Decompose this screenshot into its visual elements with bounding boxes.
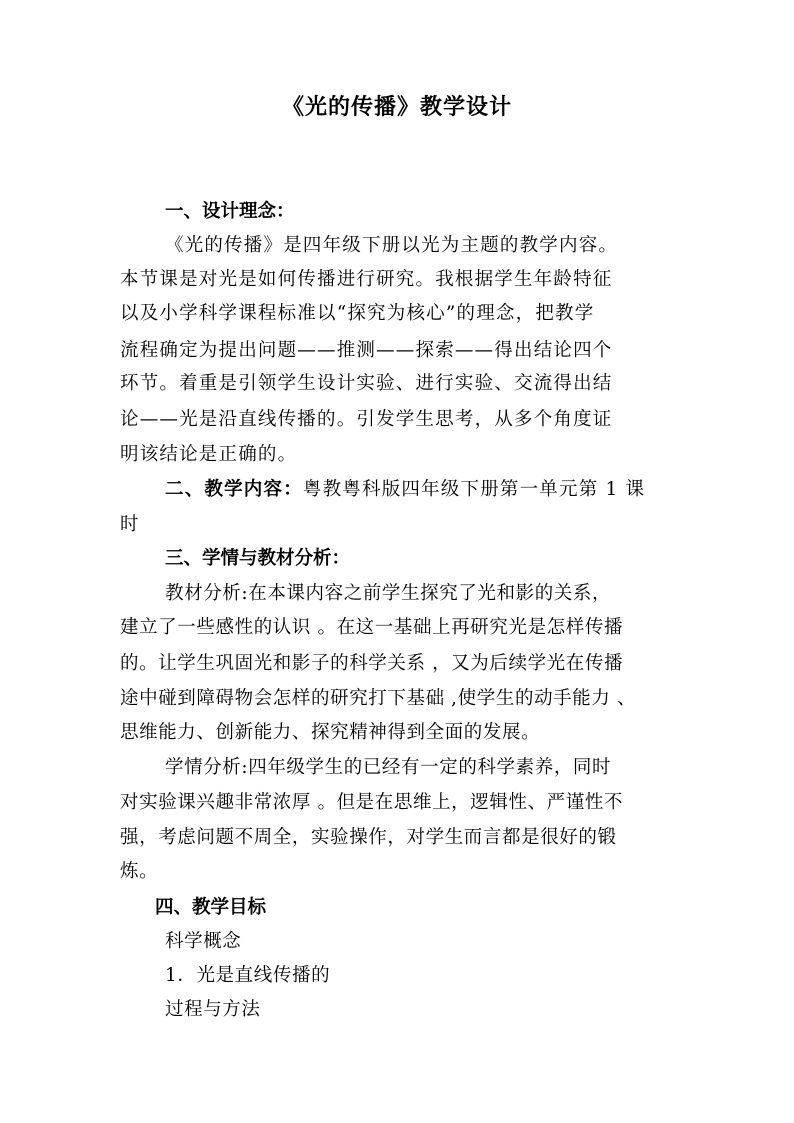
section-heading-teaching-content: 二、教学内容： — [165, 479, 303, 500]
paragraph-line: 流程确定为提出问题——推测——探索——得出结论四个 — [120, 340, 613, 361]
paragraph-line: 学情分析:四年级学生的已经有一定的科学素养，同时 — [165, 757, 612, 778]
paragraph-line: 本节课是对光是如何传播进行研究。我根据学生年龄特征 — [120, 269, 613, 290]
paragraph-line: 论——光是沿直线传播的。引发学生思考，从多个角度证 — [120, 409, 613, 430]
paragraph-line: 建立了一些感性的认识 。在这一基础上再研究光是怎样传播 — [120, 617, 624, 638]
paragraph-line: 对实验课兴趣非常浓厚 。但是在思维上，逻辑性、严谨性不 — [120, 792, 624, 813]
section-line-teaching-content — [165, 478, 645, 502]
section-heading-objectives: 四、教学目标 — [155, 897, 267, 918]
teaching-content-text: 粤教粤科版四年级下册第一单元第 1 课 — [302, 479, 646, 500]
paragraph-line: 强，考虑问题不周全，实验操作，对学生而言都是很好的锻 — [120, 827, 617, 848]
paragraph-line: 明该结论是正确的。 — [120, 444, 298, 465]
subheading-process-method: 过程与方法 — [165, 999, 261, 1020]
section-heading-design-concept: 一、设计理念： — [165, 201, 295, 222]
paragraph-line: 教材分析:在本课内容之前学生探究了光和影的关系， — [165, 583, 612, 604]
paragraph-line: 以及小学科学课程标准以“探究为核心”的理念，把教学 — [120, 303, 595, 324]
paragraph-line: 炼。 — [120, 861, 159, 882]
paragraph-line: 环节。着重是引领学生设计实验、进行实验、交流得出结 — [120, 373, 613, 394]
paragraph-line: 思维能力、创新能力、探究精神得到全面的发展。 — [120, 722, 541, 743]
subheading-scientific-concept: 科学概念 — [165, 931, 242, 952]
section-heading-analysis: 三、学情与教材分析： — [165, 548, 351, 569]
paragraph-line: 的。让学生巩固光和影子的科学关系 ，又为后续学光在传播 — [120, 653, 624, 674]
document-title: 《光的传播》教学设计 — [281, 94, 512, 120]
paragraph-line: 《光的传播》是四年级下册以光为主题的教学内容。 — [165, 235, 619, 256]
teaching-content-continuation: 时 — [120, 514, 139, 535]
paragraph-line: 途中碰到障碍物会怎样的研究打下基础 ,使学生的动手能力 、 — [120, 688, 637, 709]
objective-item: 1．光是直线传播的 — [165, 965, 331, 986]
